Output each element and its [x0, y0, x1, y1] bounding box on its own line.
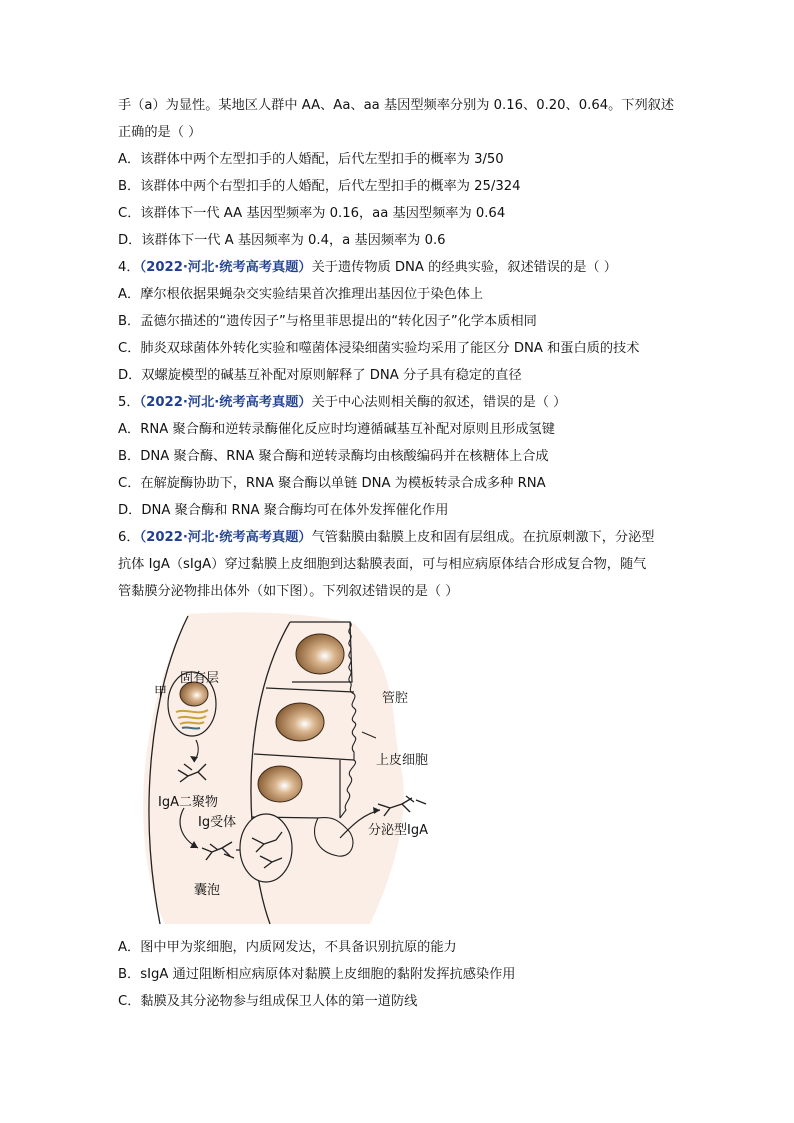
label-vesicle: 囊泡 — [194, 883, 221, 898]
q6-source: （2022·河北·统考高考真题） — [139, 530, 312, 545]
golgi — [182, 727, 200, 728]
q3-stem-line1: 手（a）为显性。某地区人群中 AA、Aa、aa 基因型频率分别为 0.16、0.20、0.64。下列叙述 — [118, 98, 675, 113]
q6-stem-line1 — [118, 524, 678, 551]
question-text-block — [118, 92, 678, 605]
q6-number: 6． — [118, 530, 140, 545]
label-lumen: 管腔 — [382, 691, 409, 706]
iga-secretion-figure — [140, 612, 460, 930]
q6-options — [118, 934, 678, 1015]
q3-option-d: D．该群体下一代 A 基因频率为 0.4，a 基因频率为 0.6 — [118, 233, 446, 248]
q4-option-a: A．摩尔根依据果蝇杂交实验结果首次推理出基因位于染色体上 — [118, 287, 484, 302]
q4-option-d: D．双螺旋模型的碱基互补配对原则解释了 DNA 分子具有稳定的直径 — [118, 368, 522, 383]
label-dimer: IgA二聚物 — [158, 795, 218, 810]
q6-stem-line3: 管黏膜分泌物排出体外（如下图）。下列叙述错误的是（ ） — [118, 584, 459, 599]
q4-option-c: C．肺炎双球菌体外转化实验和噬菌体浸染细菌实验均采用了能区分 DNA 和蛋白质的技术 — [118, 341, 640, 356]
q4-option-b: B．孟德尔描述的“遗传因子”与格里菲思提出的“转化因子”化学本质相同 — [118, 314, 537, 329]
label-lamina: 固有层 — [180, 671, 220, 686]
label-jia: 甲 — [154, 685, 168, 700]
q6-option-c: C．黏膜及其分泌物参与组成保卫人体的第一道防线 — [118, 994, 418, 1009]
q6-question-line1: 气管黏膜由黏膜上皮和固有层组成。在抗原刺激下，分泌型 — [311, 530, 655, 545]
q4-question: 关于遗传物质 DNA 的经典实验，叙述错误的是（ ） — [311, 260, 617, 275]
q3-option-a: A．该群体中两个左型扣手的人婚配，后代左型扣手的概率为 3/50 — [118, 152, 504, 167]
q5-option-d: D．DNA 聚合酶和 RNA 聚合酶均可在体外发挥催化作用 — [118, 503, 449, 518]
vesicle — [240, 814, 292, 882]
q5-source: （2022·河北·统考高考真题） — [139, 395, 312, 410]
q3-option-b: B．该群体中两个右型扣手的人婚配，后代左型扣手的概率为 25/324 — [118, 179, 521, 194]
q6-stem-line2: 抗体 IgA（sIgA）穿过黏膜上皮细胞到达黏膜表面，可与相应病原体结合形成复合物，随气 — [118, 557, 647, 572]
q4-source: （2022·河北·统考高考真题） — [139, 260, 312, 275]
q5-option-c: C．在解旋酶协助下，RNA 聚合酶以单链 DNA 为模板转录合成多种 RNA — [118, 476, 546, 491]
q3-stem-line2: 正确的是（ ） — [118, 125, 202, 140]
nucleus — [276, 703, 324, 741]
label-receptor: Ig受体 — [198, 815, 237, 830]
label-epithelial: 上皮细胞 — [376, 753, 429, 768]
q5-number: 5． — [118, 395, 140, 410]
q5-option-b: B．DNA 聚合酶、RNA 聚合酶和逆转录酶均由核酸编码并在核糖体上合成 — [118, 449, 549, 464]
q3-option-c: C．该群体下一代 AA 基因型频率为 0.16，aa 基因型频率为 0.64 — [118, 206, 506, 221]
q5-option-a: A．RNA 聚合酶和逆转录酶催化反应时均遵循碱基互补配对原则且形成氢键 — [118, 422, 555, 437]
q6-option-a: A．图中甲为浆细胞，内质网发达，不具备识别抗原的能力 — [118, 940, 457, 955]
q4-number: 4． — [118, 260, 140, 275]
nucleus — [296, 634, 344, 674]
nucleus — [258, 766, 302, 802]
label-secreted: 分泌型IgA — [368, 823, 428, 838]
q5-stem — [118, 389, 678, 416]
q5-question: 关于中心法则相关酶的叙述，错误的是（ ） — [311, 395, 567, 410]
q6-option-b: B．sIgA 通过阻断相应病原体对黏膜上皮细胞的黏附发挥抗感染作用 — [118, 967, 516, 982]
iga-diagram-svg — [140, 612, 460, 930]
q4-stem — [118, 254, 678, 281]
